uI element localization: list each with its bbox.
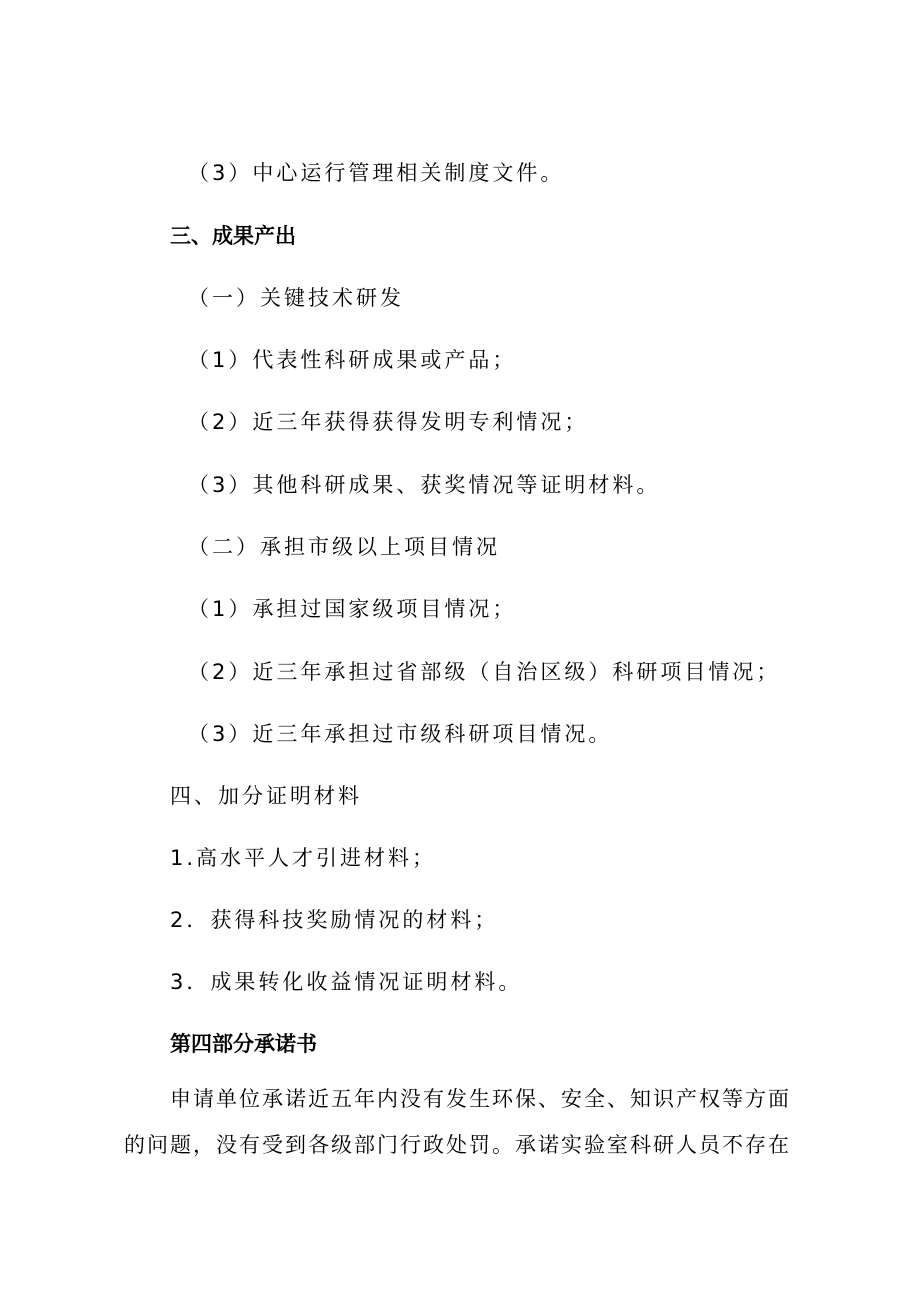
part-heading: 第四部分承诺书 bbox=[170, 1032, 317, 1056]
paragraph-line: 1.高水平人才引进材料； bbox=[170, 846, 437, 870]
paragraph-line: （3）其他科研成果、获奖情况等证明材料。 bbox=[188, 473, 661, 497]
paragraph-line: 2．获得科技奖励情况的材料； bbox=[170, 908, 499, 932]
subsection-heading: （二）承担市级以上项目情况 bbox=[188, 535, 500, 559]
paragraph-line: 3．成果转化收益情况证明材料。 bbox=[170, 970, 523, 994]
section-heading: 四、加分证明材料 bbox=[170, 784, 362, 808]
paragraph-line: 申请单位承诺近五年内没有发生环保、安全、知识产权等方面 bbox=[170, 1087, 791, 1111]
paragraph-line: （3）中心运行管理相关制度文件。 bbox=[188, 161, 565, 185]
paragraph-line: （1）代表性科研成果或产品； bbox=[188, 348, 517, 372]
paragraph-line: 的问题，没有受到各级部门行政处罚。承诺实验室科研人员不存在 bbox=[124, 1133, 791, 1157]
section-heading: 三、成果产出 bbox=[170, 224, 296, 248]
paragraph-line: （2）近三年获得获得发明专利情况； bbox=[188, 410, 589, 434]
paragraph-line: （2）近三年承担过省部级（自治区级）科研项目情况； bbox=[188, 660, 781, 684]
paragraph-line: （1）承担过国家级项目情况； bbox=[188, 597, 517, 621]
paragraph-line: （3）近三年承担过市级科研项目情况。 bbox=[188, 722, 613, 746]
subsection-heading: （一）关键技术研发 bbox=[188, 286, 404, 310]
